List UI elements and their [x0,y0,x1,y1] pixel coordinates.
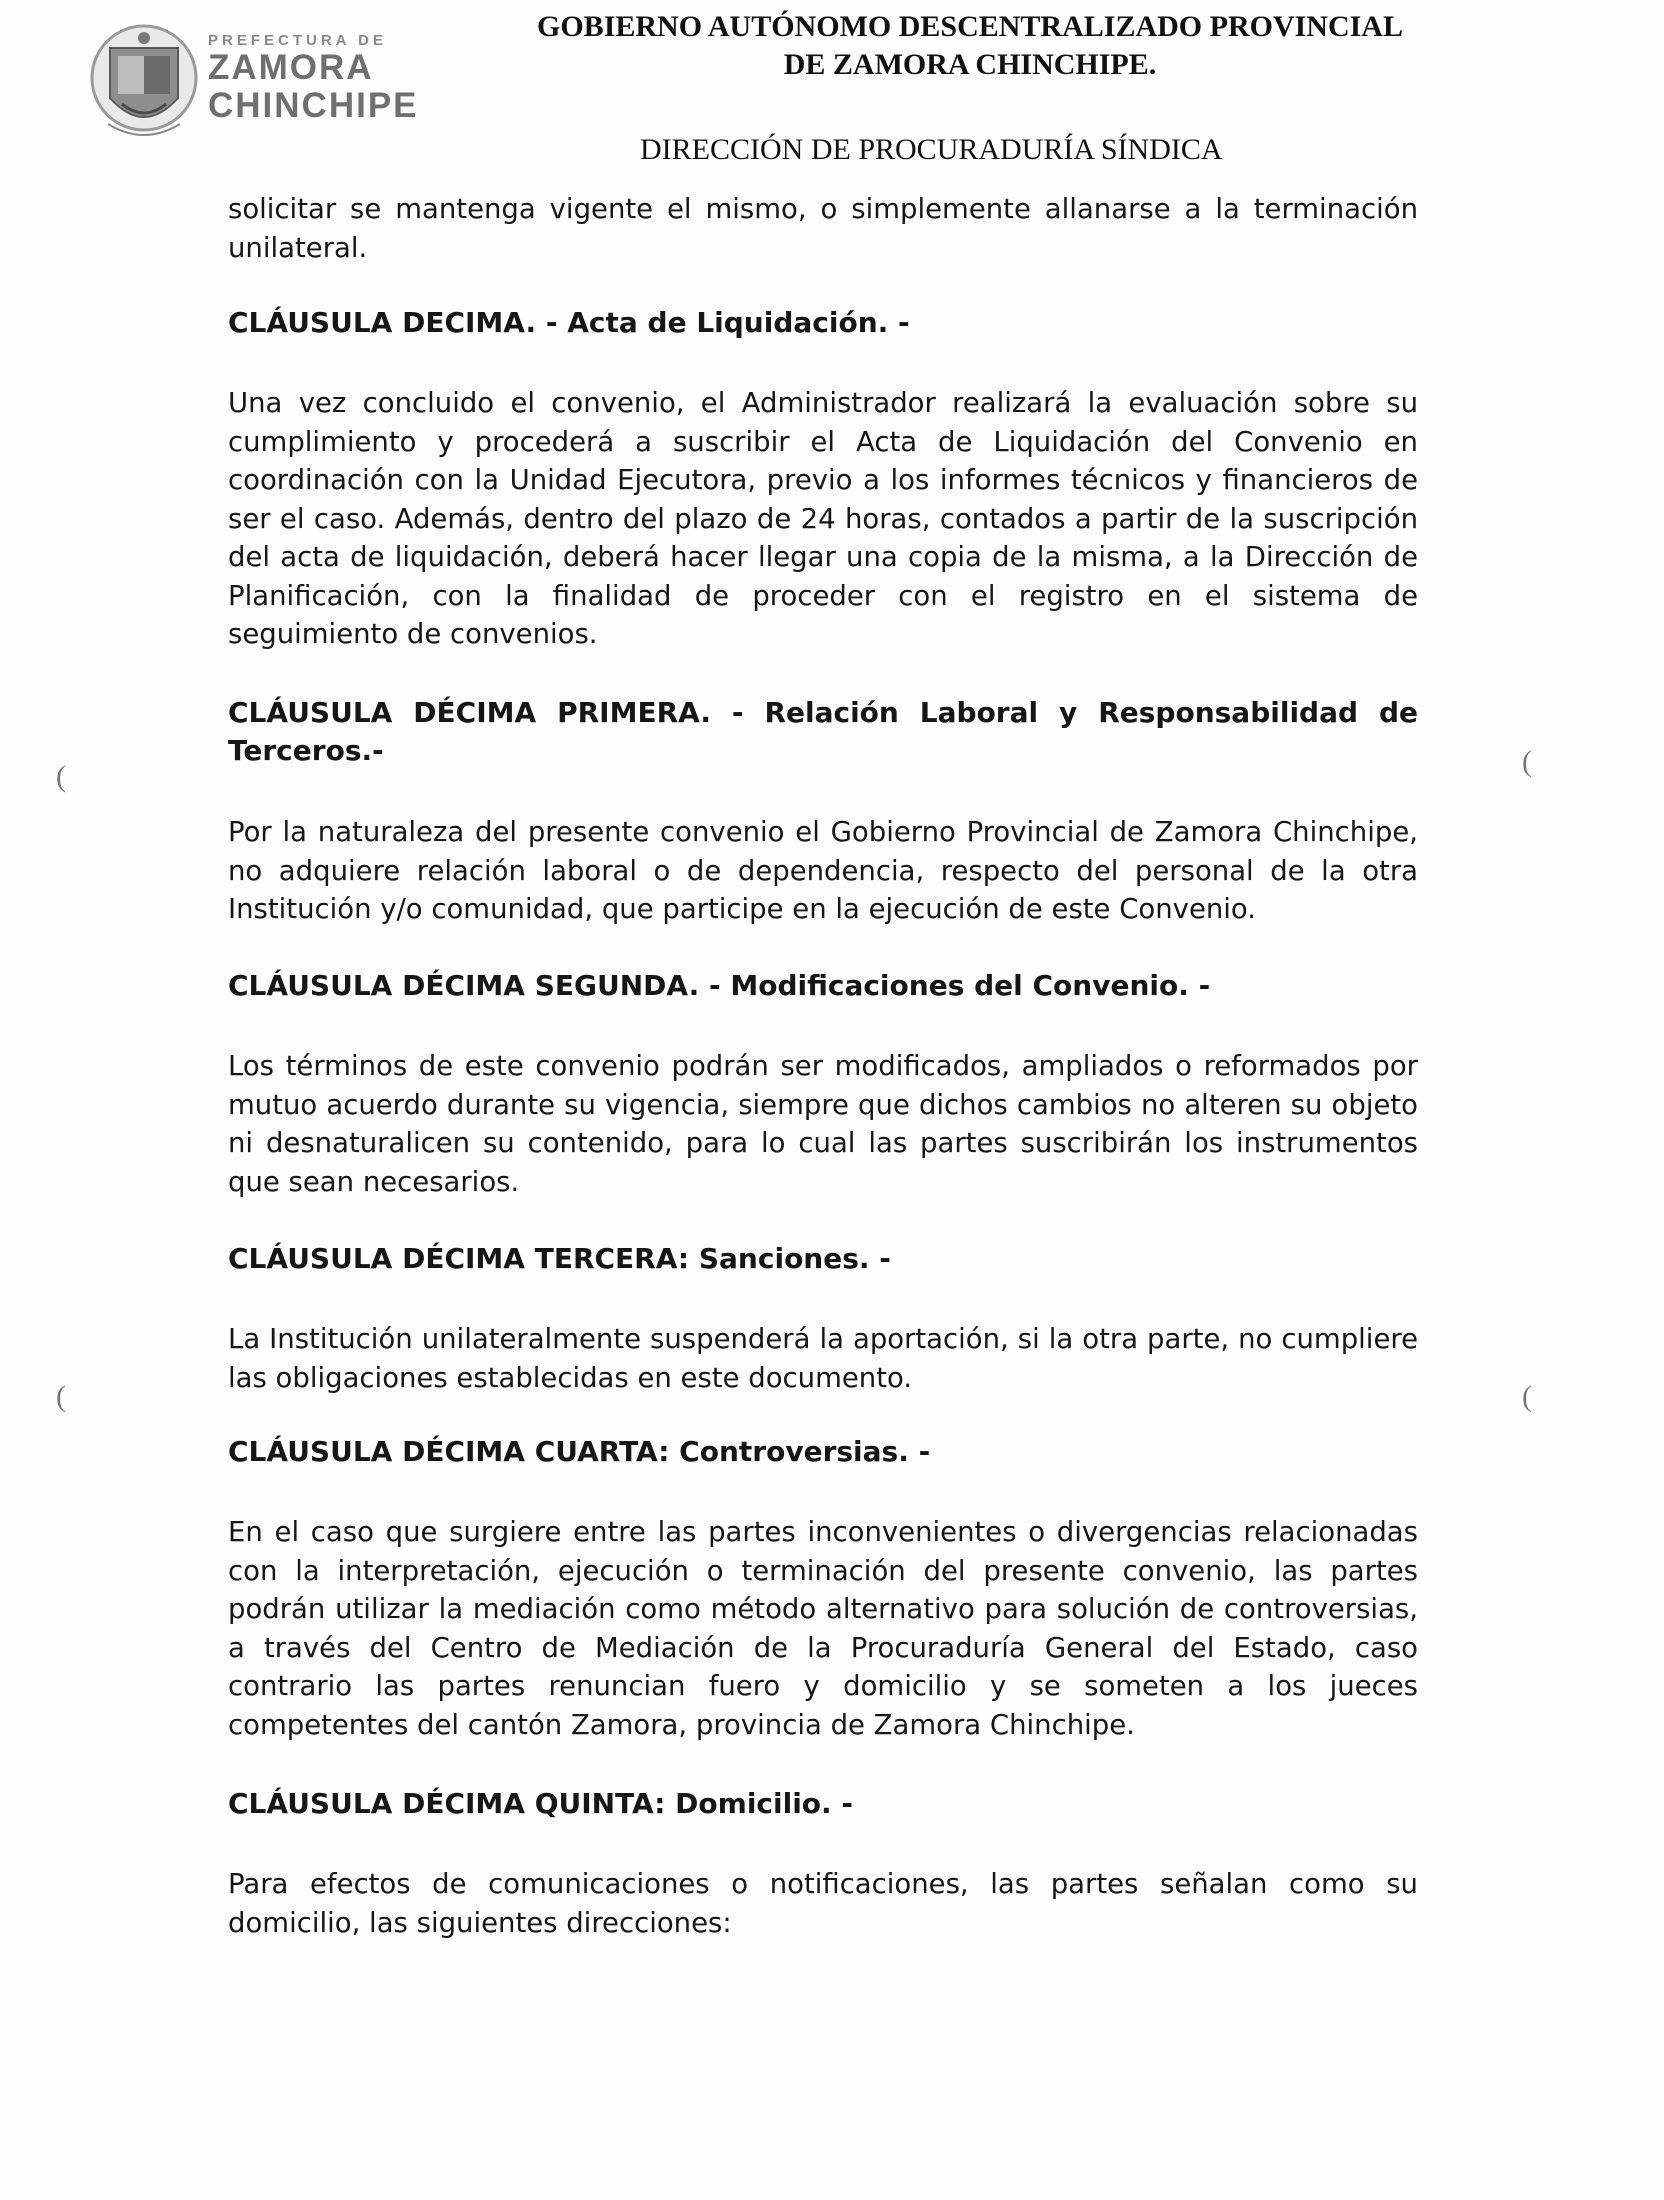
clause-heading-decima-cuarta: CLÁUSULA DÉCIMA CUARTA: Controversias. - [228,1435,931,1468]
clause-body-decima-segunda: Los términos de este convenio podrán ser modificados, ampliados o reformados por mutuo acuerdo durante su vigencia, siempre que dichos cambios no alteren su objeto ni desnaturalicen su contenido, para lo cual las partes suscribirán los instrumentos que sean necesarios. [228,1050,1418,1198]
logo-small-text: PREFECTURA DE [208,32,387,49]
prefectura-logo [88,14,418,154]
logo-line-1: ZAMORA [208,48,374,87]
margin-mark: ( [1522,1380,1532,1413]
clause-heading-decima-tercera: CLÁUSULA DÉCIMA TERCERA: Sanciones. - [228,1242,891,1275]
clause-body-decima-tercera: La Institución unilateralmente suspenderá la aportación, si la otra parte, no cumpliere las obligaciones establecidas en este documento. [228,1323,1418,1394]
clause-body-decima-primera: Por la naturaleza del presente convenio el Gobierno Provincial de Zamora Chinchipe, no adquiere relación laboral o de dependencia, respecto del personal de la otra Institución y/o comunidad, que participe en la ejecución de este Convenio. [228,816,1418,925]
clause-body-decima-quinta: Para efectos de comunicaciones o notificaciones, las partes señalan como su domicilio, las siguientes direcciones: [228,1868,1418,1939]
paragraph-continuation: solicitar se mantenga vigente el mismo, o simplemente allanarse a la terminación unilateral. [228,193,1418,264]
header-title-line-2: DE ZAMORA CHINCHIPE. [783,48,1157,81]
clause-heading-decima-segunda: CLÁUSULA DÉCIMA SEGUNDA. - Modificaciones del Convenio. - [228,969,1211,1002]
clause-heading-decima-quinta: CLÁUSULA DÉCIMA QUINTA: Domicilio. - [228,1787,854,1820]
clause-heading-decima-primera: CLÁUSULA DÉCIMA PRIMERA. - Relación Laboral y Responsabilidad de Terceros.- [228,696,1418,767]
shield-emblem-icon [88,14,200,154]
clause-body-decima-cuarta: En el caso que surgiere entre las partes inconvenientes o divergencias relacionadas con la interpretación, ejecución o terminación del presente convenio, las partes podrán utilizar la mediación como método alternativo para solución de controversias, a través del Centro de Mediación de la Procuraduría General del Estado, caso contrario las partes renuncian fuero y domicilio y se someten a los jueces competentes del cantón Zamora, provincia de Zamora Chinchipe. [228,1516,1418,1741]
logo-line-2: CHINCHIPE [208,86,419,125]
margin-mark: ( [56,1380,66,1413]
margin-mark: ( [56,760,66,793]
clause-heading-decima: CLÁUSULA DECIMA. - Acta de Liquidación. - [228,306,910,339]
header-title-line-1: GOBIERNO AUTÓNOMO DESCENTRALIZADO PROVINCIAL [537,10,1403,43]
clause-body-decima: Una vez concluido el convenio, el Administrador realizará la evaluación sobre su cumplimiento y procederá a suscribir el Acta de Liquidación del Convenio en coordinación con la Unidad Ejecutora, previo a los informes técnicos y financieros de ser el caso. Además, dentro del plazo de 24 horas, contados a partir de la suscripción del acta de liquidación, deberá hacer llegar una copia de la misma, a la Dirección de Planificación, con la finalidad de proceder con el registro en el sistema de seguimiento de convenios. [228,387,1418,650]
header-department: DIRECCIÓN DE PROCURADURÍA SÍNDICA [640,133,1223,166]
margin-mark: ( [1522,745,1532,778]
